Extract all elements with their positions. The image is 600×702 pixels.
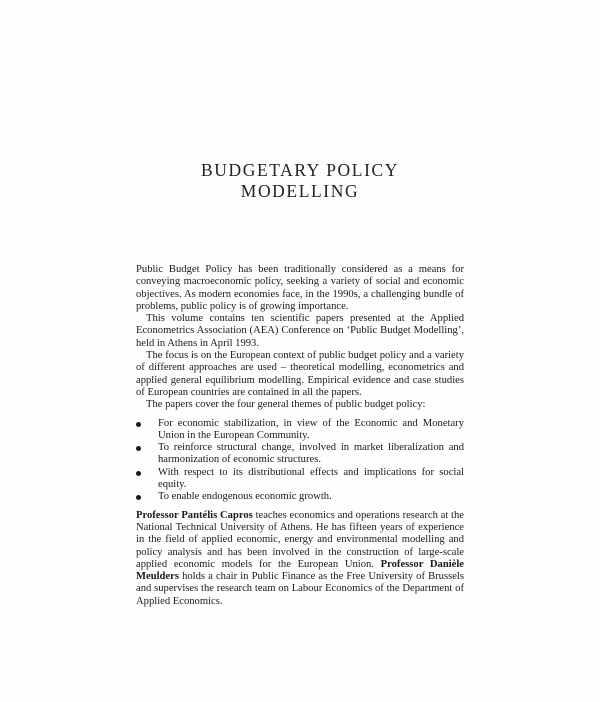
paragraph-volume: This volume contains ten scientific papers presented at the Applied Econometrics Association (AEA) Conference on ‘Public Budget Modelling’, held in Athens in April 1993. bbox=[136, 313, 464, 349]
book-title bbox=[0, 160, 600, 202]
author-name-capros: Professor Pantélis Capros bbox=[136, 509, 253, 521]
list-item bbox=[136, 442, 464, 467]
theme-text: To enable endogenous economic growth. bbox=[158, 491, 332, 503]
theme-text: With respect to its distributional effects and implications for social equity. bbox=[158, 466, 464, 491]
bullet-icon bbox=[136, 495, 141, 500]
author-bio-capros: teaches economics and operations research at the National Technical University of Athens. He has fifteen years of experience in the field of applied economic, energy and environmental modelling and policy analysis and has been involved in the construction of large-scale applied economic models for the European Union. bbox=[136, 509, 465, 570]
bullet-icon bbox=[136, 446, 141, 451]
paragraph-intro: Public Budget Policy has been traditionally considered as a means for conveying macroeconomic policy, seeking a variety of social and economic objectives. As modern economies face, in the 1990s, a challenging bundle of problems, public policy is of growing importance. bbox=[136, 264, 464, 312]
bullet-icon bbox=[136, 422, 141, 427]
bullet-icon bbox=[136, 471, 141, 476]
title-line-2: MODELLING bbox=[240, 181, 360, 201]
theme-text: For economic stabilization, in view of the Economic and Monetary Union in the European Community. bbox=[158, 417, 464, 441]
description-body bbox=[136, 264, 464, 608]
list-item bbox=[136, 467, 464, 492]
author-bio bbox=[136, 510, 464, 608]
title-line-1: BUDGETARY POLICY bbox=[200, 160, 400, 180]
themes-list bbox=[136, 418, 464, 504]
theme-text: To reinforce structural change, involved in market liberalization and harmonization of economic structures. bbox=[158, 442, 464, 466]
author-name-meulders: Professor Danièle Meulders bbox=[136, 558, 464, 583]
author-bio-meulders: holds a chair in Public Finance as the Free University of Brussels and supervises the research team on Labour Economics of the Department of Applied Economics. bbox=[136, 571, 464, 607]
paragraph-focus: The focus is on the European context of public budget policy and a variety of different approaches are used – theoretical modelling, econometrics and applied general equilibrium modelling. Empirical evidence and case studies of European countries are contained in all the papers. bbox=[136, 350, 464, 398]
paragraph-themes-intro: The papers cover the four general themes of public budget policy: bbox=[146, 399, 426, 411]
list-item bbox=[136, 418, 464, 443]
list-item bbox=[136, 491, 464, 503]
